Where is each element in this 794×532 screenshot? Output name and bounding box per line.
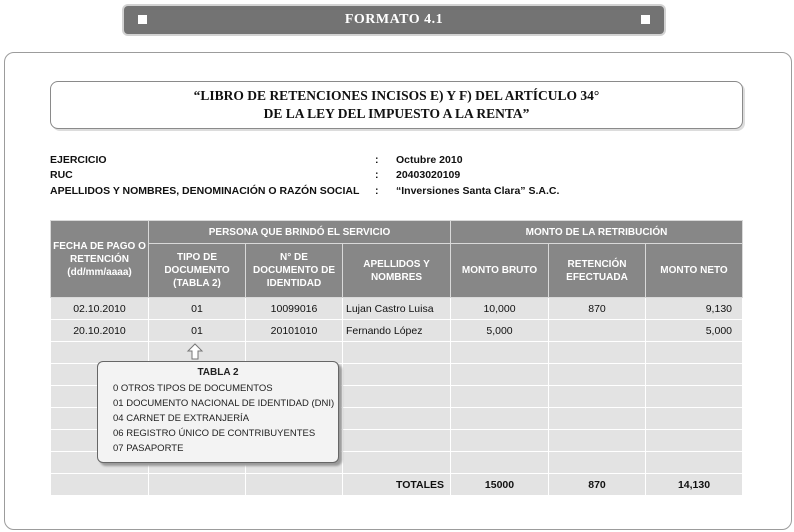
document-title-line2: DE LA LEY DEL IMPUESTO A LA RENTA” (263, 106, 530, 121)
tabla2-item: 0 OTROS TIPOS DE DOCUMENTOS (113, 383, 273, 394)
total-neto: 14,130 (646, 474, 743, 496)
info-colon: : (375, 185, 379, 197)
total-bruto: 15000 (451, 474, 549, 496)
tabla2-item: 06 REGISTRO ÚNICO DE CONTRIBUYENTES (113, 428, 316, 439)
cell-bruto: 10,000 (451, 298, 549, 320)
cell-retencion: 870 (549, 298, 646, 320)
cell-nombre: Lujan Castro Luisa (343, 298, 451, 320)
tabla2-item: 07 PASAPORTE (113, 443, 184, 454)
cell-neto: 5,000 (646, 320, 743, 342)
table-row (51, 298, 743, 320)
cell-fecha: 20.10.2010 (51, 320, 149, 342)
square-icon (641, 15, 650, 24)
info-label: RUC (50, 169, 73, 181)
info-value: “Inversiones Santa Clara” S.A.C. (396, 185, 560, 197)
arrow-up-icon (186, 343, 204, 360)
cell-numero: 10099016 (246, 298, 343, 320)
tabla2-callout (97, 361, 339, 463)
table-row (51, 320, 743, 342)
header-monto: MONTO DE LA RETRIBUCIÓN (451, 221, 743, 244)
info-label: EJERCICIO (50, 154, 107, 166)
cell-bruto: 5,000 (451, 320, 549, 342)
format-title: FORMATO 4.1 (344, 12, 444, 27)
tabla2-item: 01 DOCUMENTO NACIONAL DE IDENTIDAD (DNI) (113, 398, 335, 409)
header-retencion: RETENCIÓN EFECTUADA (549, 244, 646, 298)
info-colon: : (375, 154, 379, 166)
info-colon: : (375, 169, 379, 181)
cell-fecha: 02.10.2010 (51, 298, 149, 320)
header-numero-documento: N° DE DOCUMENTO DE IDENTIDAD (246, 244, 343, 298)
total-retencion: 870 (549, 474, 646, 496)
totals-row (51, 474, 743, 496)
cell-retencion (549, 320, 646, 342)
cell-nombre: Fernando López (343, 320, 451, 342)
header-tipo-documento: TIPO DE DOCUMENTO (TABLA 2) (149, 244, 246, 298)
header-fecha: FECHA DE PAGO O RETENCIÓN (dd/mm/aaaa) (51, 221, 149, 298)
document-title-box (50, 81, 743, 129)
header-persona: PERSONA QUE BRINDÓ EL SERVICIO (149, 221, 451, 244)
tabla2-title: TABLA 2 (197, 367, 239, 378)
info-label: APELLIDOS Y NOMBRES, DENOMINACIÓN O RAZÓN SOCIAL (50, 185, 360, 197)
header-monto-neto: MONTO NETO (646, 244, 743, 298)
format-header (124, 6, 664, 34)
cell-neto: 9,130 (646, 298, 743, 320)
cell-numero: 20101010 (246, 320, 343, 342)
cell-tipo: 01 (149, 320, 246, 342)
header-monto-bruto: MONTO BRUTO (451, 244, 549, 298)
document-title-line1: “LIBRO DE RETENCIONES INCISOS E) Y F) DEL ARTÍCULO 34° (193, 88, 600, 103)
header-apellidos-nombres: APELLIDOS Y NOMBRES (343, 244, 451, 298)
info-value: 20403020109 (396, 169, 461, 181)
totals-label: TOTALES (343, 474, 451, 496)
cell-tipo: 01 (149, 298, 246, 320)
info-value: Octubre 2010 (396, 154, 463, 166)
tabla2-item: 04 CARNET DE EXTRANJERÍA (113, 413, 250, 424)
